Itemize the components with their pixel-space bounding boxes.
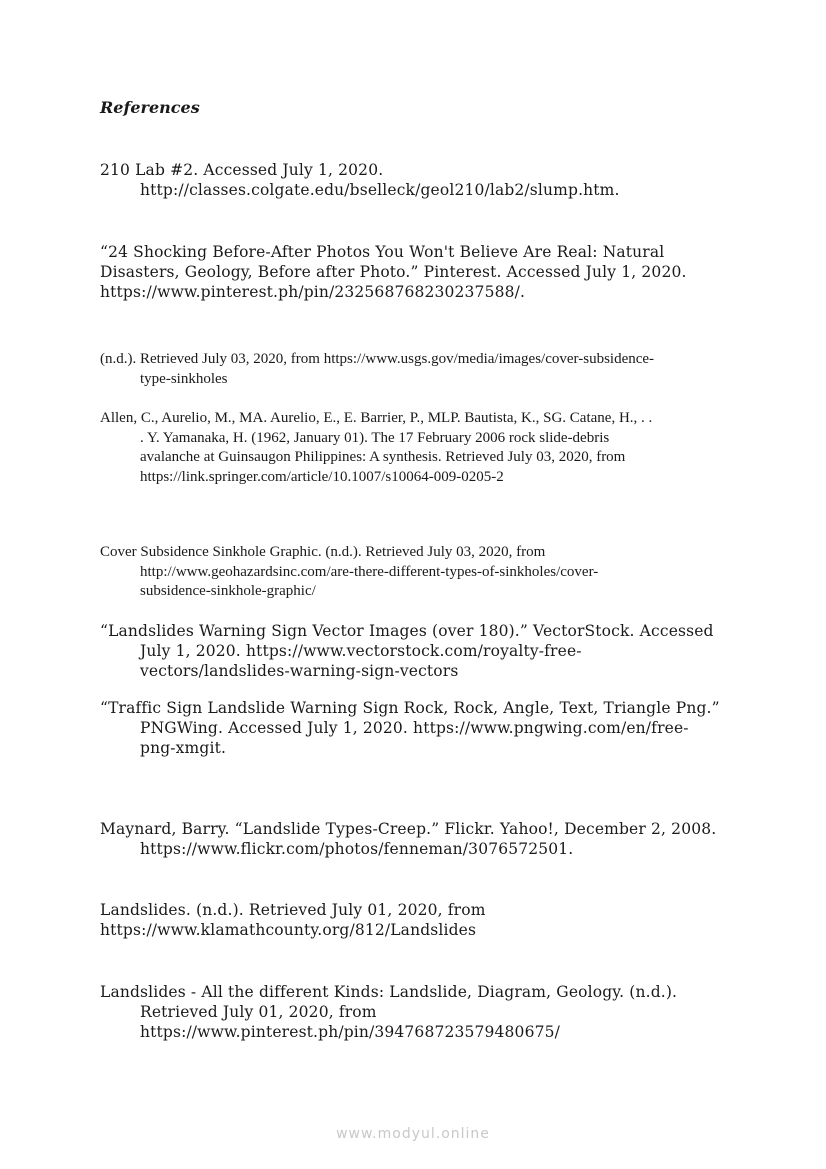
reference-line: . Y. Yamanaka, H. (1962, January 01). The 17 February 2006 rock slide-debris <box>140 429 610 446</box>
reference-line: July 1, 2020. https://www.vectorstock.com/royalty-free- <box>140 642 582 660</box>
references-heading: References <box>100 98 200 117</box>
reference-line: PNGWing. Accessed July 1, 2020. https://www.pngwing.com/en/free- <box>140 719 689 737</box>
reference-line: https://www.pinterest.ph/pin/232568768230237588/. <box>100 283 526 301</box>
reference-line: “Traffic Sign Landslide Warning Sign Rock, Rock, Angle, Text, Triangle Png.” <box>100 699 720 717</box>
reference-line: Cover Subsidence Sinkhole Graphic. (n.d.). Retrieved July 03, 2020, from <box>100 544 546 560</box>
reference-line: type-sinkholes <box>140 370 228 387</box>
reference-entry <box>100 621 740 681</box>
reference-line: http://classes.colgate.edu/bselleck/geol210/lab2/slump.htm. <box>140 181 620 199</box>
reference-entry <box>100 543 740 602</box>
reference-entry <box>100 819 740 859</box>
reference-entry <box>100 160 740 200</box>
reference-line: Maynard, Barry. “Landslide Types-Creep.” Flickr. Yahoo!, December 2, 2008. <box>100 820 717 838</box>
reference-line: Landslides. (n.d.). Retrieved July 01, 2020, from <box>100 901 486 919</box>
reference-entry <box>100 982 740 1042</box>
reference-line: http://www.geohazardsinc.com/are-there-different-types-of-sinkholes/cover- <box>140 563 599 580</box>
reference-line: https://www.pinterest.ph/pin/394768723579480675/ <box>140 1023 560 1041</box>
reference-line: subsidence-sinkhole-graphic/ <box>140 583 316 599</box>
reference-line: Landslides - All the different Kinds: Landslide, Diagram, Geology. (n.d.). <box>100 983 678 1001</box>
reference-line: Retrieved July 01, 2020, from <box>140 1003 377 1021</box>
reference-entry <box>100 698 740 758</box>
reference-line: avalanche at Guinsaugon Philippines: A synthesis. Retrieved July 03, 2020, from <box>140 449 626 465</box>
reference-line: vectors/landslides-warning-sign-vectors <box>140 662 459 680</box>
reference-line: 210 Lab #2. Accessed July 1, 2020. <box>100 161 384 179</box>
reference-line: https://link.springer.com/article/10.1007/s10064-009-0205-2 <box>140 468 504 485</box>
reference-entry <box>100 409 740 487</box>
reference-entry <box>100 242 740 302</box>
reference-line: Allen, C., Aurelio, M., MA. Aurelio, E., E. Barrier, P., MLP. Bautista, K., SG. Catane, H., . . <box>100 410 653 426</box>
reference-line: Disasters, Geology, Before after Photo.” Pinterest. Accessed July 1, 2020. <box>100 263 687 281</box>
reference-line: png-xmgit. <box>140 739 227 757</box>
reference-entry <box>100 900 740 940</box>
reference-line: https://www.flickr.com/photos/fenneman/3076572501. <box>140 840 574 858</box>
reference-line: “Landslides Warning Sign Vector Images (over 180).” VectorStock. Accessed <box>100 622 714 640</box>
reference-line: (n.d.). Retrieved July 03, 2020, from https://www.usgs.gov/media/images/cover-subsidence- <box>100 351 655 367</box>
reference-entry <box>100 350 740 389</box>
reference-line: https://www.klamathcounty.org/812/Landslides <box>100 921 477 939</box>
watermark: www.modyul.online <box>336 1126 490 1142</box>
reference-line: “24 Shocking Before-After Photos You Won't Believe Are Real: Natural <box>100 243 665 261</box>
